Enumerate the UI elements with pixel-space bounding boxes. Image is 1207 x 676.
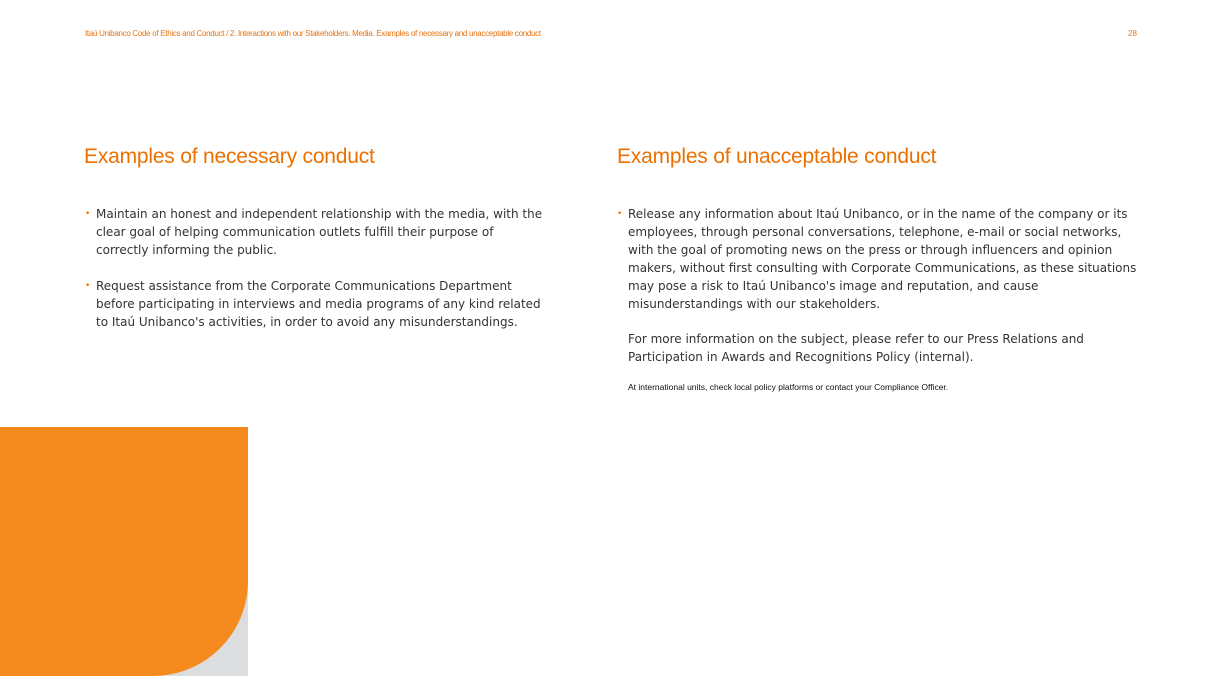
list-item-text: Maintain an honest and independent relationship with the media, with the clear goal of helping communication outlets fulfill their purpose of correctly informing the public.	[96, 207, 543, 257]
list-item-text: Release any information about Itaú Unibanco, or in the name of the company or its employees, through personal conversations, telephone, e-mail or social networks, with the goal of promoting news on the press or through influencers and opinion makers, without first consulting with Corporate Communications, as these situations may pose a risk to Itaú Unibanco's image and reputation, and cause misunderstandings with our stakeholders.	[628, 207, 1137, 311]
list-item-text: Request assistance from the Corporate Communications Department before participating in interviews and media programs of any kind related to Itaú Unibanco's activities, in order to avoid any misunderstandings.	[96, 278, 541, 329]
necessary-conduct-list	[85, 206, 545, 349]
bullet-icon: •	[85, 209, 91, 219]
list-item	[85, 278, 545, 332]
unacceptable-conduct-list	[617, 206, 1139, 415]
page-number: 28	[1128, 29, 1137, 38]
list-item	[617, 206, 1139, 313]
bullet-icon: •	[85, 280, 91, 291]
decorative-orange-block	[0, 427, 248, 676]
breadcrumb: Itaú Unibanco Code of Ethics and Conduct / 2. Interactions with our Stakeholders. Media. Examples of necessary and unacceptable conduct	[85, 29, 541, 38]
list-item	[85, 206, 545, 260]
more-info-text: For more information on the subject, please refer to our Press Relations and Participation in Awards and Recognitions Policy (internal).	[628, 332, 1084, 365]
unacceptable-conduct-title: Examples of unacceptable conduct	[617, 145, 937, 168]
necessary-conduct-title: Examples of necessary conduct	[84, 145, 375, 168]
bullet-icon: •	[617, 209, 623, 219]
compliance-note: At international units, check local policy platforms or contact your Compliance Officer.	[628, 382, 949, 393]
